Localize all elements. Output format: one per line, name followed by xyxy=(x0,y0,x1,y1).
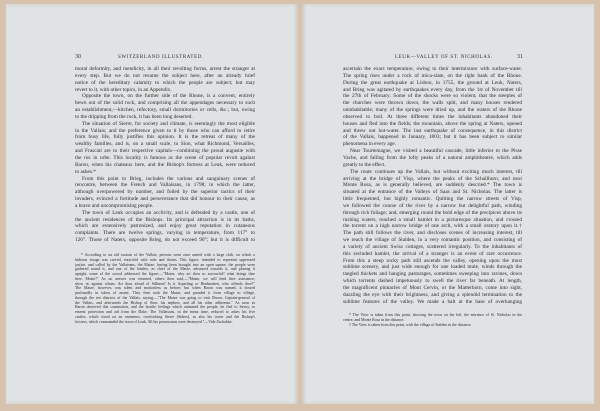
text-line: which torrents dashed impetuously to swell the river far beneath. At length, xyxy=(343,278,522,285)
text-line: this secluded hamlet, the arrival of a stranger is an event of rare occurrence. xyxy=(343,250,522,257)
text-line: houses and fled into the fields; the mountain, above the spring at Naters, opened xyxy=(343,120,522,127)
text-line: notice of the hereditary calamity to which the people are subject; but may xyxy=(75,79,255,86)
text-line: centre, and Monte Rosa in the distance. xyxy=(343,317,405,322)
text-line: justice, and called by the Vallaisans, the Matze, having been brought into an open square, the people were xyxy=(75,262,255,267)
text-line: arriving at the bridge of Visp, where the peaks of the Schallhorn, and next xyxy=(343,175,522,182)
text-line: the ancient residences of the Bishops. Its principal attraction is in its baths, xyxy=(75,216,255,223)
text-line: * According to an old custom of the Vallais, persons went once armed with a large club, on which a xyxy=(81,253,255,257)
text-line: from busy life, fully justifies this opinion. It is the retreat of many of the xyxy=(75,134,255,141)
text-line: upright, some of the crowd addressed the figure:—"Matze, why art thou so sorrowful? what brings thee xyxy=(75,272,255,276)
text-line: here, Matze?" As no answer was returned, others then said,—"Matze, we will lend thee assistance; xyxy=(75,276,255,281)
footnotes xyxy=(75,253,255,324)
running-head: SWITZERLAND ILLUSTRATED. xyxy=(118,55,204,60)
text-line: to the dripping from the rock, it has been long deserted. xyxy=(75,113,193,120)
text-line: The path still follows the river, and discloses scenes of increasing interest, till xyxy=(343,230,522,237)
text-line: the Vallais, and afterwards the Bishop of Sion, his nephew, and all his other adherents." As soon as xyxy=(75,300,255,305)
text-line: The town of Leuk occupies an acclivity, and is defended by a castle, one of xyxy=(82,209,255,216)
text-line: the 27th of February. Some of the shocks were so violent, that the steeples of xyxy=(343,93,522,100)
text-line: The Matze, however, was silent and motionless as before; but when Baron was named, it bowed xyxy=(75,286,255,291)
text-line: Baron observed this commotion, and the hostile feelings which animated the people, he fled to Savoy, to xyxy=(75,305,255,310)
text-line: Vache, and falling from the lofty peaks of a natural amphitheatre, which adds xyxy=(343,154,522,161)
text-line: an establishment,—kitchen, refectory, small dormitories or cells, &c.; but, owing xyxy=(75,107,255,114)
text-line: situated at the entrance of the Valleys of Saas and St. Nicholas. The latter is xyxy=(343,189,522,196)
text-line: hewn out of the solid rock, and comprising all the appendages necessary to such xyxy=(75,100,255,107)
body-text xyxy=(343,66,522,306)
text-line: fortress, which commanded the town of Leuk. All his possessions were destroyed."—Vide Zschokke. xyxy=(75,319,233,324)
text-line: moral deformity, and mendicity, in all their revolting forms, arrest the stranger at xyxy=(75,66,255,72)
text-line: wealthy families, and is, on a small scale, to Sion, what Richmond, Versailles, xyxy=(75,141,255,148)
text-line: and Frascati are to their respective capitals—combining the proud augustæ with xyxy=(75,148,255,155)
text-line: 126°. Those of Naters, opposite Brieg, do not exceed 90°; but it is difficult to xyxy=(75,237,255,244)
body-text xyxy=(75,66,255,244)
text-line: observed to boil. At three different times the inhabitants abandoned their xyxy=(343,113,522,120)
text-line: From this point to Brieg, includes the various and sanguinary scenes of xyxy=(82,175,255,182)
text-line: in the Vallais; and the preference given to it by those who can afford to retire xyxy=(75,127,255,134)
text-line: every step. But we do not resume the subject here, after an already brief xyxy=(75,72,255,79)
text-line: the magnificent pinnacles of Mont Cervin, or the Matterhorn, come into sight, xyxy=(343,285,522,291)
text-line: tangled thickets and hanging pasturages, sometimes sweeping into ravines, down xyxy=(343,271,522,278)
text-line: entreat protection and aid from the Duke. The Vallaisans, in the mean time, reduced to ashes his five xyxy=(75,310,255,314)
text-line: a brave and uncompromising people. xyxy=(75,202,154,209)
page-number: 30 xyxy=(75,54,81,60)
text-line: gathered round it, and one of the leaders, as chief of the Matze, advanced towards it, and placing it xyxy=(75,267,255,272)
text-line: The route continues up the Vallais, but without exciting much interest, till xyxy=(350,168,522,175)
text-line: Opposite the town, on the further side of the Rhone, is a convent, entirely xyxy=(82,93,255,100)
text-line: we followed the course of the river by a narrow but delightful path, winding xyxy=(343,202,522,209)
text-line: rencontre, between the French and Vallaisans, in 1798; in which the latter, xyxy=(75,182,255,189)
text-line: castles, which stood on an eminence, overlooking Sierre (Siders), as also his tower and the Bishop's xyxy=(75,314,255,319)
page-number: 31 xyxy=(517,54,523,60)
text-line: greatly to the effect. xyxy=(343,161,386,168)
text-line: the torrent on a high narrow bridge of one arch, with a small oratory upon it.† xyxy=(343,223,522,230)
text-line: the rus in urbe. This locality is famous as the scene of popular revolt against xyxy=(75,154,255,161)
text-line: a variety of ancient Swiss cottages, scattered irregularly. To the inhabitants of xyxy=(343,243,522,250)
text-line: and threw out hot-water. The last earthquake of consequence, in this district xyxy=(343,127,522,134)
text-line: ascertain the exact temperature, owing to their intermixture with surface-water. xyxy=(343,66,522,72)
text-line: through rich foliage; and, emerging round the bold edge of the precipices above its xyxy=(343,209,522,216)
text-line: of the Vallais, happened in January, 1803; but it has been subject to similar xyxy=(343,134,522,141)
text-line: show us against whom. Art thou afraid of Sillinen? Is it Asperling or Riedmatten, who offends thee?" xyxy=(75,281,255,286)
text-line: phenomena in every age. xyxy=(343,141,396,148)
running-head: LEUK—VALLEY OF ST. NICHOLAS. xyxy=(395,55,493,60)
footnotes xyxy=(343,313,522,327)
text-line: complaints. There are twelve springs, varying in temperature, from 117° to xyxy=(75,230,255,237)
text-line: The situation of Sierre, for society and climate, is seemingly the most eligible xyxy=(82,120,255,127)
text-line: uninhabitable; many of the springs were dried up, and the waters of the Rhone xyxy=(343,107,522,114)
text-line: which are extensively patronized, and enjoy great reputation in cutaneous xyxy=(75,223,255,230)
text-line: and Brieg was agitated by earthquakes every day, from the 1st of November till xyxy=(343,86,522,93)
text-line: through the ten districts of the Vallais, saying,—"The Matze was going to visit Baron, Captain-general of xyxy=(75,295,255,300)
text-line: Near Tourtemagne, we visited a beautiful cascade, little inferior to the Pisse xyxy=(350,148,522,155)
text-line: During the great earthquake at Lisbon, in 1755, the ground at Leuk, Naters, xyxy=(343,79,522,86)
text-line: Baron, when his chateaux here, and the Bishop's fortress at Leuk, were reduced xyxy=(75,161,255,168)
left-page xyxy=(6,4,298,404)
text-line: although overpowered by number, and foiled by the superior tactics of their xyxy=(75,189,255,196)
text-line: the churches were thrown down, the walls split, and many houses rendered xyxy=(343,100,522,107)
text-line: hideous visage was carved, encircled with rods and thorns. This figure, intended to represent oppressed xyxy=(75,257,255,262)
text-line: to ashes.* xyxy=(75,168,96,175)
text-line: dazzling the eye with their brightness, and giving a splendid termination to the xyxy=(343,291,522,298)
text-line: invaders, evinced a fortitude and perseverance that did honour to their cause, as xyxy=(75,196,255,203)
text-line: sublime scenery, and just wide enough for one loaded mule, winds through the xyxy=(343,264,522,271)
right-page xyxy=(302,4,594,404)
text-line: we reach the village of Stalden, in a very romantic position, and consisting of xyxy=(343,237,522,244)
text-line: * The View is taken from this point, showing the town on the left, the entrance of St. Nicholas in the xyxy=(349,313,522,317)
text-line: rushing waters, reached a small hamlet in a picturesque situation, and crossed xyxy=(343,216,522,223)
text-line: From this a steep rocky path still ascends the valley, opening upon the most xyxy=(343,257,522,264)
text-line: little frequented, but highly romantic. Quitting the narrow streets of Visp, xyxy=(343,196,522,203)
text-line: † The View is taken from this point, with the village of Stalden in the distance. xyxy=(349,322,472,327)
text-line: profoundly in token of assent. They then took the Matze, and paraded it from village to village, xyxy=(75,291,255,295)
text-line: sublime features of the valley. We made a halt at the base of overhanging xyxy=(343,298,522,305)
text-line: Monte Rosa, as is generally believed, are suddenly descried.* The town is xyxy=(343,182,522,189)
text-line: The spring rises under a rock of mica-slate, on the right bank of the Rhone. xyxy=(343,72,522,79)
text-line: revert to it, with other topics, in an Appendix. xyxy=(75,86,172,93)
